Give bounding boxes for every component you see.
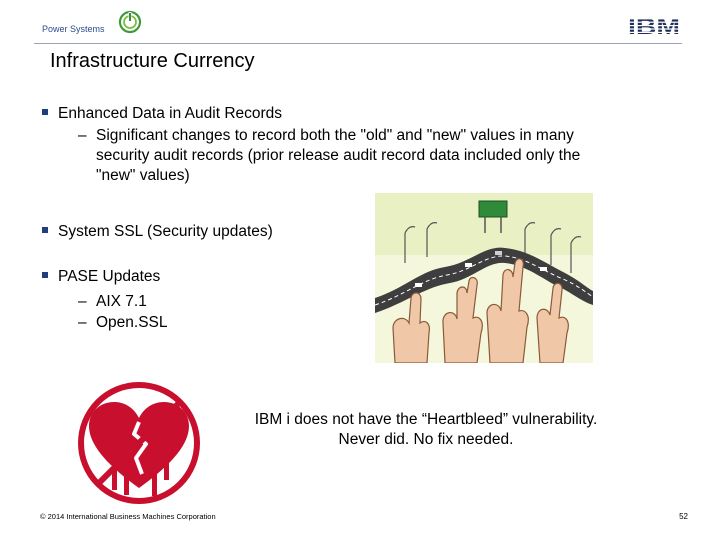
bullet-audit-records: [42, 105, 282, 123]
bullet-system-ssl: [42, 223, 273, 241]
heartbleed-line-2: Never did. No fix needed.: [338, 431, 514, 448]
copyright-notice: © 2014 International Business Machines Corporation: [40, 512, 216, 521]
slide-title: Infrastructure Currency: [50, 50, 255, 72]
dash-icon: –: [78, 127, 87, 144]
power-systems-logo-icon: [118, 10, 142, 34]
crossed-fingers-cartoon: [375, 193, 593, 363]
brand-text: Power Systems: [42, 24, 105, 34]
heartbleed-line-1: IBM i does not have the “Heartbleed” vulnerability.: [254, 411, 598, 428]
bullet-label: System SSL (Security updates): [58, 223, 273, 240]
sub-bullet-audit-detail: [78, 126, 616, 186]
bullet-label: Enhanced Data in Audit Records: [58, 105, 283, 122]
sub-bullet-aix: [78, 292, 296, 312]
sub-bullet-text: AIX 7.1: [96, 293, 147, 310]
heartbleed-statement: [216, 410, 636, 450]
bullet-square-icon: [42, 109, 48, 115]
sub-bullet-text: Significant changes to record both the "old" and "new" values in many security audit records (prior release audit record data included only the "new" values): [96, 127, 581, 184]
heartbleed-no-icon: [64, 378, 214, 508]
bullet-square-icon: [42, 272, 48, 278]
sub-bullet-openssl: [78, 313, 296, 333]
sub-bullet-text: Open.SSL: [96, 314, 168, 331]
bullet-pase-updates: [42, 268, 160, 286]
dash-icon: –: [78, 293, 87, 310]
dash-icon: –: [78, 314, 87, 331]
ibm-logo: [628, 15, 680, 37]
bullet-square-icon: [42, 227, 48, 233]
page-number: 52: [679, 512, 688, 521]
bullet-label: PASE Updates: [58, 268, 161, 285]
header-divider: [34, 43, 682, 44]
